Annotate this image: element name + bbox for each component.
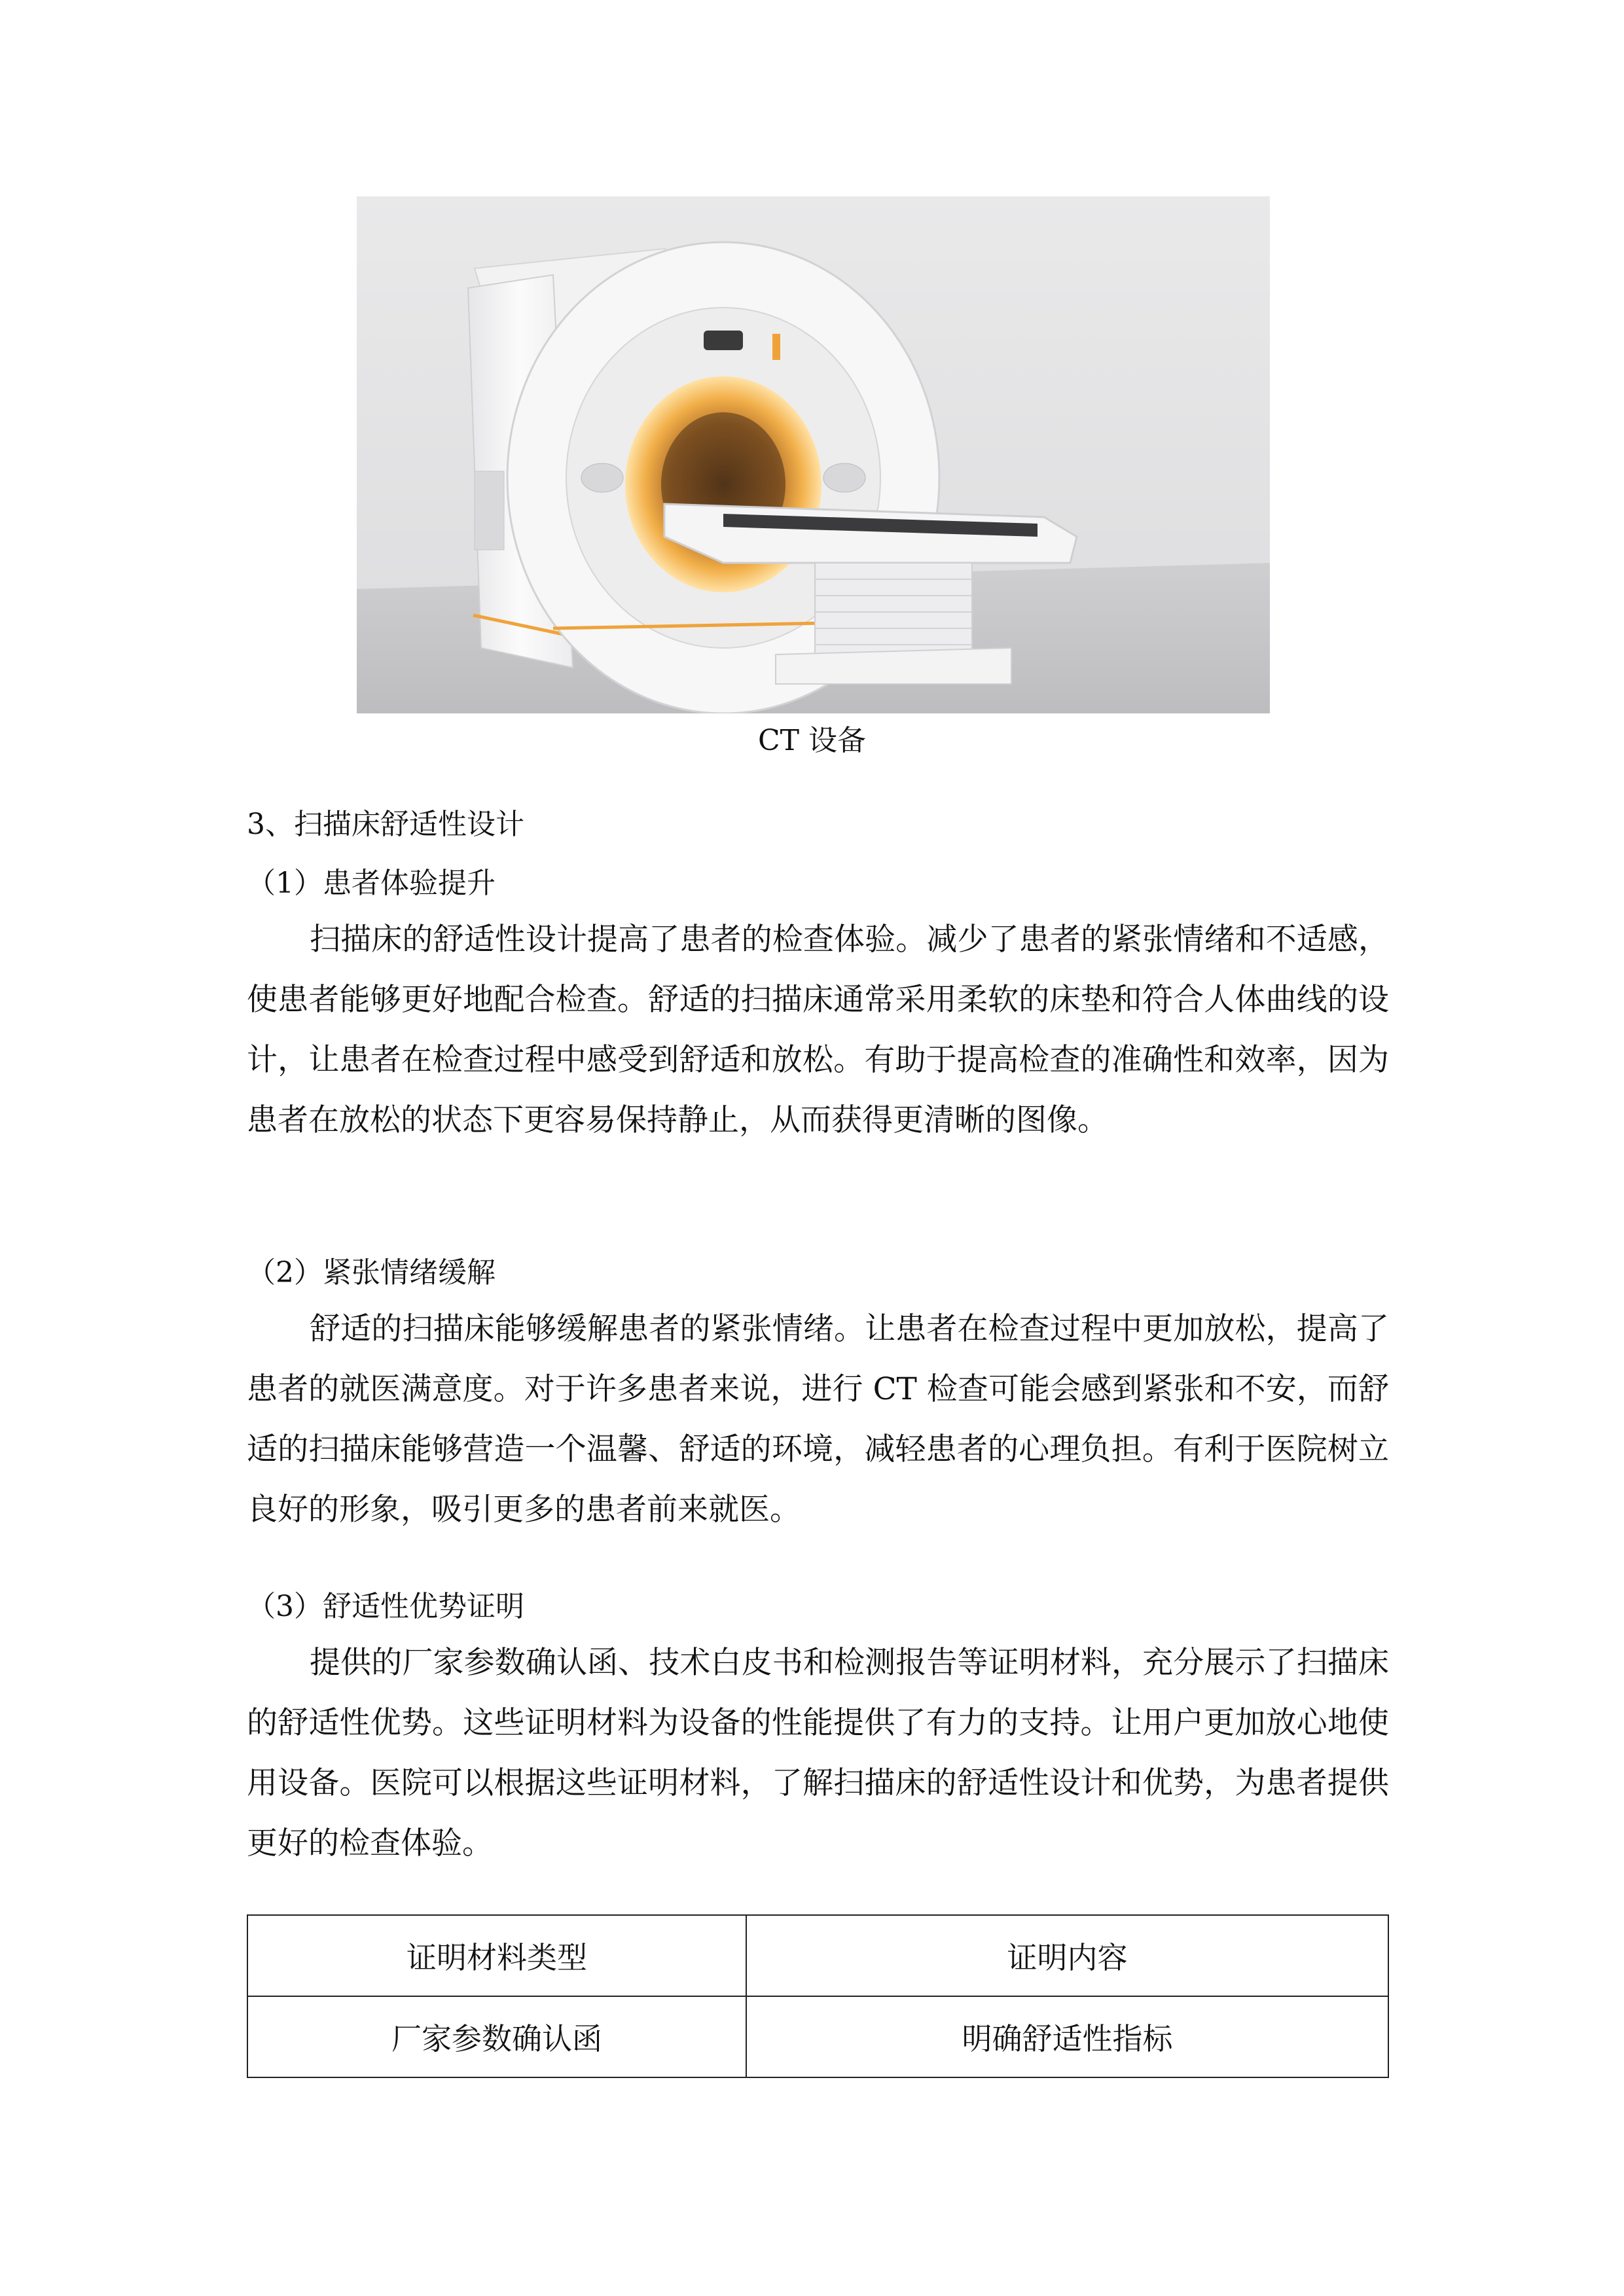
table-header-cell: 证明内容 xyxy=(746,1915,1388,1996)
evidence-table xyxy=(247,1914,1389,2078)
paragraph-1: 扫描床的舒适性设计提高了患者的检查体验。减少了患者的紧张情绪和不适感，使患者能够更好地配合检查。舒适的扫描床通常采用柔软的床垫和符合人体曲线的设计，让患者在检查过程中感受到舒适和放松。有助于提高检查的准确性和效率，因为患者在放松的状态下更容易保持静止，从而获得更清晰的图像。 xyxy=(247,922,1389,1138)
table-row xyxy=(247,1996,1388,2077)
paragraph-3: 提供的厂家参数确认函、技术白皮书和检测报告等证明材料，充分展示了扫描床的舒适性优势。这些证明材料为设备的性能提供了有力的支持。让用户更加放心地使用设备。医院可以根据这些证明材料，了解扫描床的舒适性设计和优势，为患者提供更好的检查体验。 xyxy=(247,1645,1389,1861)
table-cell: 明确舒适性指标 xyxy=(746,1996,1388,2077)
subsection-title-3: （3）舒适性优势证明 xyxy=(247,1590,524,1623)
table-header-cell: 证明材料类型 xyxy=(247,1915,746,1996)
paragraph-2: 舒适的扫描床能够缓解患者的紧张情绪。让患者在检查过程中更加放松，提高了患者的就医满意度。对于许多患者来说，进行 CT 检查可能会感到紧张和不安，而舒适的扫描床能够营造一个温馨、舒适的环境，减轻患者的心理负担。有利于医院树立良好的形象，吸引更多的患者前来就医。 xyxy=(247,1311,1389,1528)
table-header-row xyxy=(247,1915,1388,1996)
figure-caption: CT 设备 xyxy=(758,724,866,757)
section-heading: 3、扫描床舒适性设计 xyxy=(247,808,524,841)
subsection-title-2: （2）紧张情绪缓解 xyxy=(247,1256,496,1289)
ct-device-illustration xyxy=(357,196,1270,713)
subsection-title-1: （1）患者体验提升 xyxy=(247,867,496,900)
ct-device-image xyxy=(357,196,1270,713)
table-cell: 厂家参数确认函 xyxy=(247,1996,746,2077)
